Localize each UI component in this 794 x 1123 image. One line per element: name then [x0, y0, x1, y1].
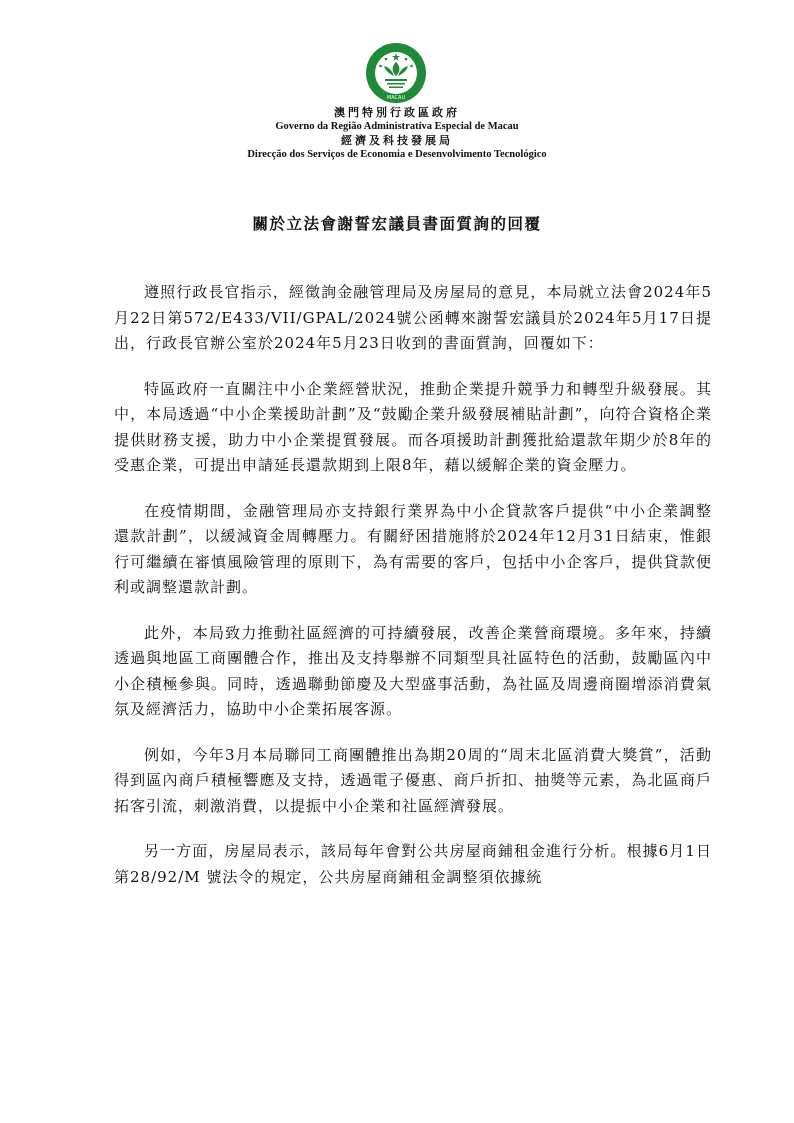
document-body [114, 280, 712, 910]
government-name-pt: Governo da Região Administrativa Especial de Macau [275, 121, 519, 132]
macau-emblem-icon [365, 42, 427, 104]
department-name-zh: 經濟及科技發展局 [341, 134, 453, 147]
paragraph: 此外，本局致力推動社區經濟的可持續發展，改善企業營商環境。多年來，持續透過與地區工商團體合作，推出及支持舉辦不同類型具社區特色的活動，鼓勵區內中小企積極參與。同時，透過聯動節慶及大型盛事活動，為社區及周邊商圈增添消費氣氛及經濟活力，協助中小企業拓展客源。 [114, 623, 712, 718]
paragraph: 在疫情期間，金融管理局亦支持銀行業界為中小企貸款客戶提供“中小企業調整還款計劃”，以緩減資金周轉壓力。有關紓困措施將於2024年12月31日結束，惟銀行可繼續在審慎風險管理的原則下，為有需要的客戶，包括中小企客戶，提供貸款便利或調整還款計劃。 [114, 501, 712, 596]
svg-text:MACAU: MACAU [386, 95, 406, 101]
paragraph: 另一方面，房屋局表示，該局每年會對公共房屋商鋪租金進行分析。根據6月1日第28/92/M 號法令的規定，公共房屋商鋪租金調整須依據統 [114, 842, 712, 886]
paragraph: 特區政府一直關注中小企業經營狀況，推動企業提升競爭力和轉型升級發展。其中，本局透過“中小企業援助計劃”及“鼓勵企業升級發展補貼計劃”，向符合資格企業提供財務支援，助力中小企業提質發展。而各項援助計劃獲批給還款年期少於8年的受惠企業，可提出申請延長還款期到上限8年，藉以緩解企業的資金壓力。 [114, 379, 712, 474]
department-name-pt: Direcção dos Serviços de Economia e Desenvolvimento Tecnológico [247, 149, 547, 160]
paragraph: 遵照行政長官指示，經徵詢金融管理局及房屋局的意見，本局就立法會2024年5月22日第572/E433/VII/GPAL/2024號公函轉來謝誓宏議員於2024年5月17日提出，行政長官辦公室於2024年5月23日收到的書面質詢，回覆如下： [114, 283, 712, 352]
document-title: 關於立法會謝誓宏議員書面質詢的回覆 [252, 214, 542, 233]
letterhead [0, 106, 794, 162]
paragraph: 例如，今年3月本局聯同工商團體推出為期20周的“周末北區消費大獎賞”，活動得到區內商戶積極響應及支持，透過電子優惠、商戶折扣、抽獎等元素，為北區商戶拓客引流，刺激消費，以提振中小企業和社區經濟發展。 [114, 745, 712, 815]
government-name-zh: 澳門特別行政區政府 [334, 106, 460, 119]
